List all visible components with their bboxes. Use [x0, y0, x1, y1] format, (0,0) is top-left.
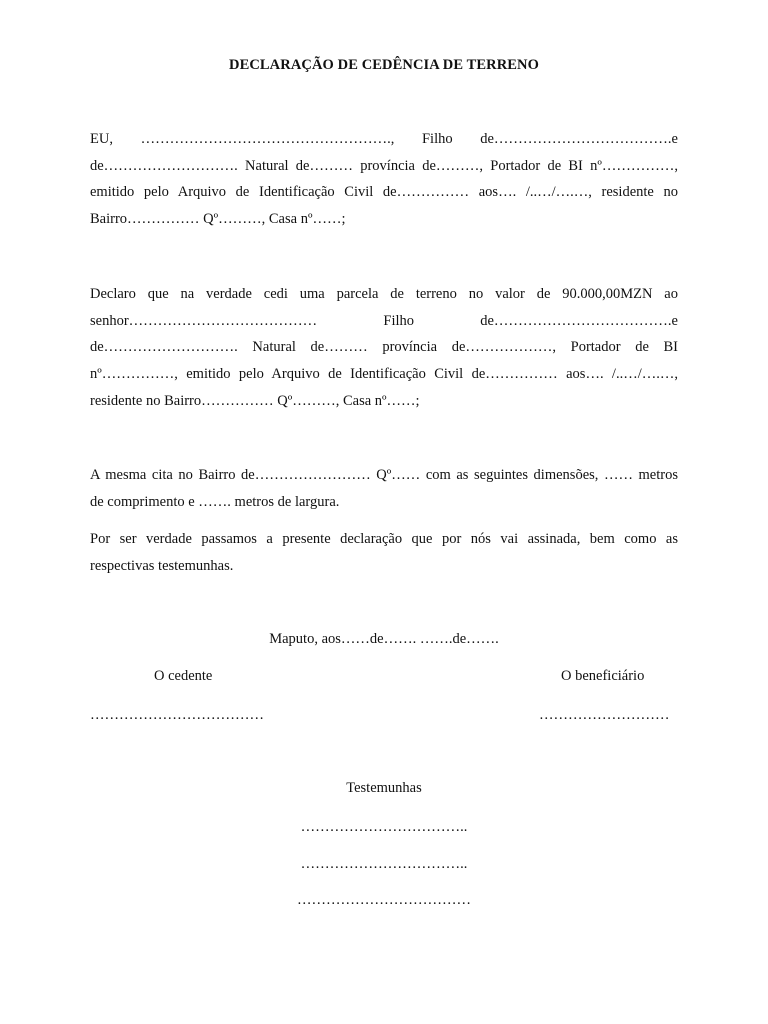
- text-line: de comprimento e ……. metros de largura.: [90, 493, 340, 510]
- beneficiario-label: O beneficiário: [561, 668, 645, 684]
- document-title: DECLARAÇÃO DE CEDÊNCIA DE TERRENO: [229, 57, 539, 73]
- text-line: residente no Bairro…………… Qº………, Casa nº……;: [90, 392, 420, 409]
- cedente-label: O cedente: [154, 668, 213, 684]
- paragraph-declaration: [90, 281, 678, 414]
- text-line: EU, ……………………………………………., Filho de……………………………….e: [90, 131, 678, 147]
- witnesses-label: Testemunhas: [346, 780, 422, 796]
- cedente-signature-line: ………………………………: [90, 707, 264, 723]
- text-line: Bairro…………… Qº………, Casa nº……;: [90, 211, 346, 228]
- witness-signature-line: ………………………………: [297, 892, 471, 908]
- paragraph-closing: [90, 526, 678, 579]
- text-line: nº……………, emitido pelo Arquivo de Identificação Civil de…………… aos…. /..…/….…,: [90, 366, 678, 383]
- text-line: A mesma cita no Bairro de…………………… Qº…… com as seguintes dimensões, …… metros: [90, 467, 678, 483]
- text-line: de………………………. Natural de……… província de………………, Portador de BI: [90, 339, 678, 356]
- paragraph-cedente-identification: [90, 126, 678, 233]
- witness-signature-line: ……………………………..: [300, 856, 468, 872]
- text-line: senhor………………………………… Filho de……………………………….e: [90, 312, 678, 329]
- text-line: emitido pelo Arquivo de Identificação Civil de…………… aos…. /..…/….…, residente no: [90, 184, 678, 201]
- place-date: Maputo, aos……de……. …….de…….: [269, 631, 499, 647]
- witness-signature-line: ……………………………..: [300, 819, 468, 835]
- text-line: respectivas testemunhas.: [90, 557, 234, 574]
- text-line: Declaro que na verdade cedi uma parcela de terreno no valor de 90.000,00MZN ao: [90, 286, 678, 302]
- paragraph-land-dimensions: [90, 462, 678, 515]
- text-line: de………………………. Natural de……… província de………, Portador de BI nº……………,: [90, 157, 678, 174]
- beneficiario-signature-line: ………………………: [539, 707, 670, 723]
- text-line: Por ser verdade passamos a presente declaração que por nós vai assinada, bem como as: [90, 531, 678, 547]
